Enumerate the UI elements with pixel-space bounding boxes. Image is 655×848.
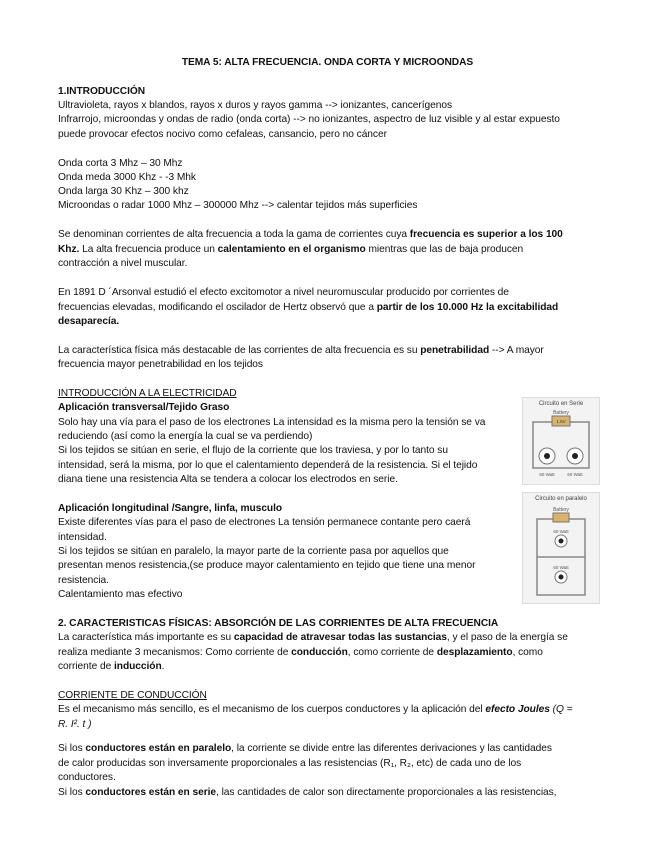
text: , como — [512, 647, 543, 658]
bold-text: Khz. — [58, 244, 80, 255]
paragraph-line — [58, 228, 563, 242]
intro-heading: 1.INTRODUCCIÓN — [58, 86, 146, 97]
text: La alta frecuencia produce un — [79, 244, 218, 255]
text: , las cantidades de calor son directamente proporcionales a las resistencias, — [216, 787, 557, 798]
paragraph-line: presentan menos resistencia,(se produce mayor calentamiento en tejido que tiene una menor — [58, 560, 476, 571]
text: frecuencias elevadas, modificando el oscilador de Hertz observó que a — [58, 302, 377, 313]
paragraph-line: Si los tejidos se sitúan en paralelo, la mayor parte de la corriente pasa por aquellos que — [58, 546, 449, 557]
text: Si los — [58, 787, 86, 798]
bold-text: conducción — [291, 647, 348, 658]
bulb-label: 60 Watt — [553, 565, 569, 570]
paragraph-line — [58, 786, 556, 800]
text: --> A mayor — [489, 345, 544, 356]
text: mientras que las de baja producen — [365, 244, 524, 255]
wave-line: Onda corta 3 Mhz – 30 Mhz — [58, 158, 183, 169]
longitudinal-heading: Aplicación longitudinal /Sangre, linfa, musculo — [58, 503, 283, 514]
bulb-label: 60 Watt — [539, 472, 555, 477]
document-title: TEMA 5: ALTA FRECUENCIA. ONDA CORTA Y MICROONDAS — [181, 57, 474, 68]
section2-heading: 2. CARACTERISTICAS FÍSICAS: ABSORCIÓN DE LAS CORRIENTES DE ALTA FRECUENCIA — [58, 618, 499, 629]
conduction-heading: CORRIENTE DE CONDUCCIÓN — [58, 690, 207, 701]
bold-text: conductores están en paralelo — [85, 743, 232, 754]
paragraph-line: Si los tejidos se sitúan en serie, el flujo de la corriente que los traviesa, y por lo tanto su — [58, 445, 448, 456]
paragraph-line: intensidad. — [58, 532, 107, 543]
bold-text: capacidad de atravesar todas las sustancias — [233, 632, 447, 643]
paragraph-line — [58, 631, 568, 645]
paragraph-line: resistencia. — [58, 575, 109, 586]
series-circuit-diagram — [523, 398, 599, 484]
transversal-heading: Aplicación transversal/Tejido Graso — [58, 402, 230, 413]
bold-text: frecuencia es superior a los 100 — [409, 229, 563, 240]
text: Es el mecanismo más sencillo, es el mecanismo de los cuerpos conductores y la aplicación del — [58, 704, 486, 715]
parallel-circuit-figure — [522, 492, 600, 604]
bold-text: conductores están en serie — [85, 787, 217, 798]
series-circuit-figure — [522, 397, 600, 485]
voltage-label: 1.5V — [556, 419, 566, 424]
electricity-heading: INTRODUCCIÓN A LA ELECTRICIDAD — [58, 388, 237, 399]
bold-text: penetrabilidad — [420, 345, 490, 356]
paragraph-line — [58, 301, 558, 315]
wave-line: Onda larga 30 Khz – 300 khz — [58, 186, 189, 197]
paragraph-line: diana tiene una resistencia Alta se tendera a colocar los electrodos en serie. — [58, 474, 398, 485]
bold-text: calentamiento en el organismo — [217, 244, 366, 255]
paragraph-line: Calentamiento mas efectivo — [58, 589, 183, 600]
text: . — [161, 661, 165, 672]
bold-text: desplazamiento — [436, 647, 513, 658]
paragraph-line: desaparecía. — [58, 316, 120, 327]
parallel-circuit-diagram — [523, 493, 599, 603]
text: realiza mediante 3 mecanismos: Como corriente de — [58, 647, 292, 658]
paragraph-line — [58, 243, 523, 257]
text: , como corriente de — [347, 647, 437, 658]
paragraph-line — [58, 703, 573, 717]
paragraph-line: Existe diferentes vías para el paso de electrones La tensión permanece contante pero caerá — [58, 517, 471, 528]
formula-line: R. I². t ) — [58, 719, 92, 730]
bold-italic-text: efecto Joules — [485, 704, 550, 715]
intro-line: Ultravioleta, rayos x blandos, rayos x duros y rayos gamma --> ionizantes, cancerígenos — [58, 100, 452, 111]
text: , la corriente se divide entre las diferentes derivaciones y las cantidades — [231, 743, 552, 754]
paragraph-line — [58, 646, 543, 660]
paragraph-line: En 1891 D ´Arsonval estudió el efecto excitomotor a nivel neuromuscular producido por corrientes de — [58, 287, 509, 298]
paragraph-line — [58, 660, 164, 674]
figure-caption: Circuito en paralelo — [535, 496, 587, 502]
wave-line: Onda meda 3000 Khz - -3 Mhk — [58, 172, 196, 183]
paragraph-line: contracción a nivel muscular. — [58, 258, 188, 269]
battery-label: Battery — [553, 507, 569, 513]
paragraph-line — [58, 344, 544, 358]
paragraph-line: reduciendo (así como la energía la cual se va perdiendo) — [58, 431, 313, 442]
intro-line: puede provocar efectos nocivo como cefaleas, cansancio, pero no cáncer — [58, 129, 387, 140]
paragraph-line — [58, 742, 552, 756]
battery-label: Battery — [553, 410, 569, 416]
italic-text: (Q = — [549, 704, 573, 715]
bulb-label: 60 Watt — [567, 472, 583, 477]
bold-text: inducción — [113, 661, 162, 672]
text: Se denominan corrientes de alta frecuencia a toda la gama de corrientes cuya — [58, 229, 410, 240]
paragraph-line: intensidad, será la misma, por lo que el calentamiento dependerá de la resistencia. Si el tejido — [58, 460, 478, 471]
text: La característica más importante es su — [58, 632, 234, 643]
bulb-label: 60 Watt — [553, 529, 569, 534]
text: corriente de — [58, 661, 114, 672]
text: , y el paso de la energía se — [446, 632, 568, 643]
figure-caption: Circuito en Serie — [538, 401, 584, 407]
text: Si los — [58, 743, 86, 754]
paragraph-line: Solo hay una vía para el paso de los electrones La intensidad es la misma pero la tensión se va — [58, 417, 486, 428]
intro-line: Infrarrojo, microondas y ondas de radio (onda corta) --> no ionizantes, aspectro de luz visible y al estar expuesto — [58, 114, 560, 125]
wave-line: Microondas o radar 1000 Mhz – 300000 Mhz --> calentar tejidos más superficies — [58, 200, 418, 211]
paragraph-line: conductores. — [58, 772, 116, 783]
bold-text: partir de los 10.000 Hz la excitabilidad — [376, 302, 559, 313]
paragraph-line: frecuencia mayor penetrabilidad en los tejidos — [58, 359, 263, 370]
paragraph-line: de calor producidas son inversamente proporcionales a las resistencias (R₁, R₂, etc) de cada uno de los — [58, 758, 522, 769]
text: La característica física más destacable de las corrientes de alta frecuencia es su — [58, 345, 421, 356]
